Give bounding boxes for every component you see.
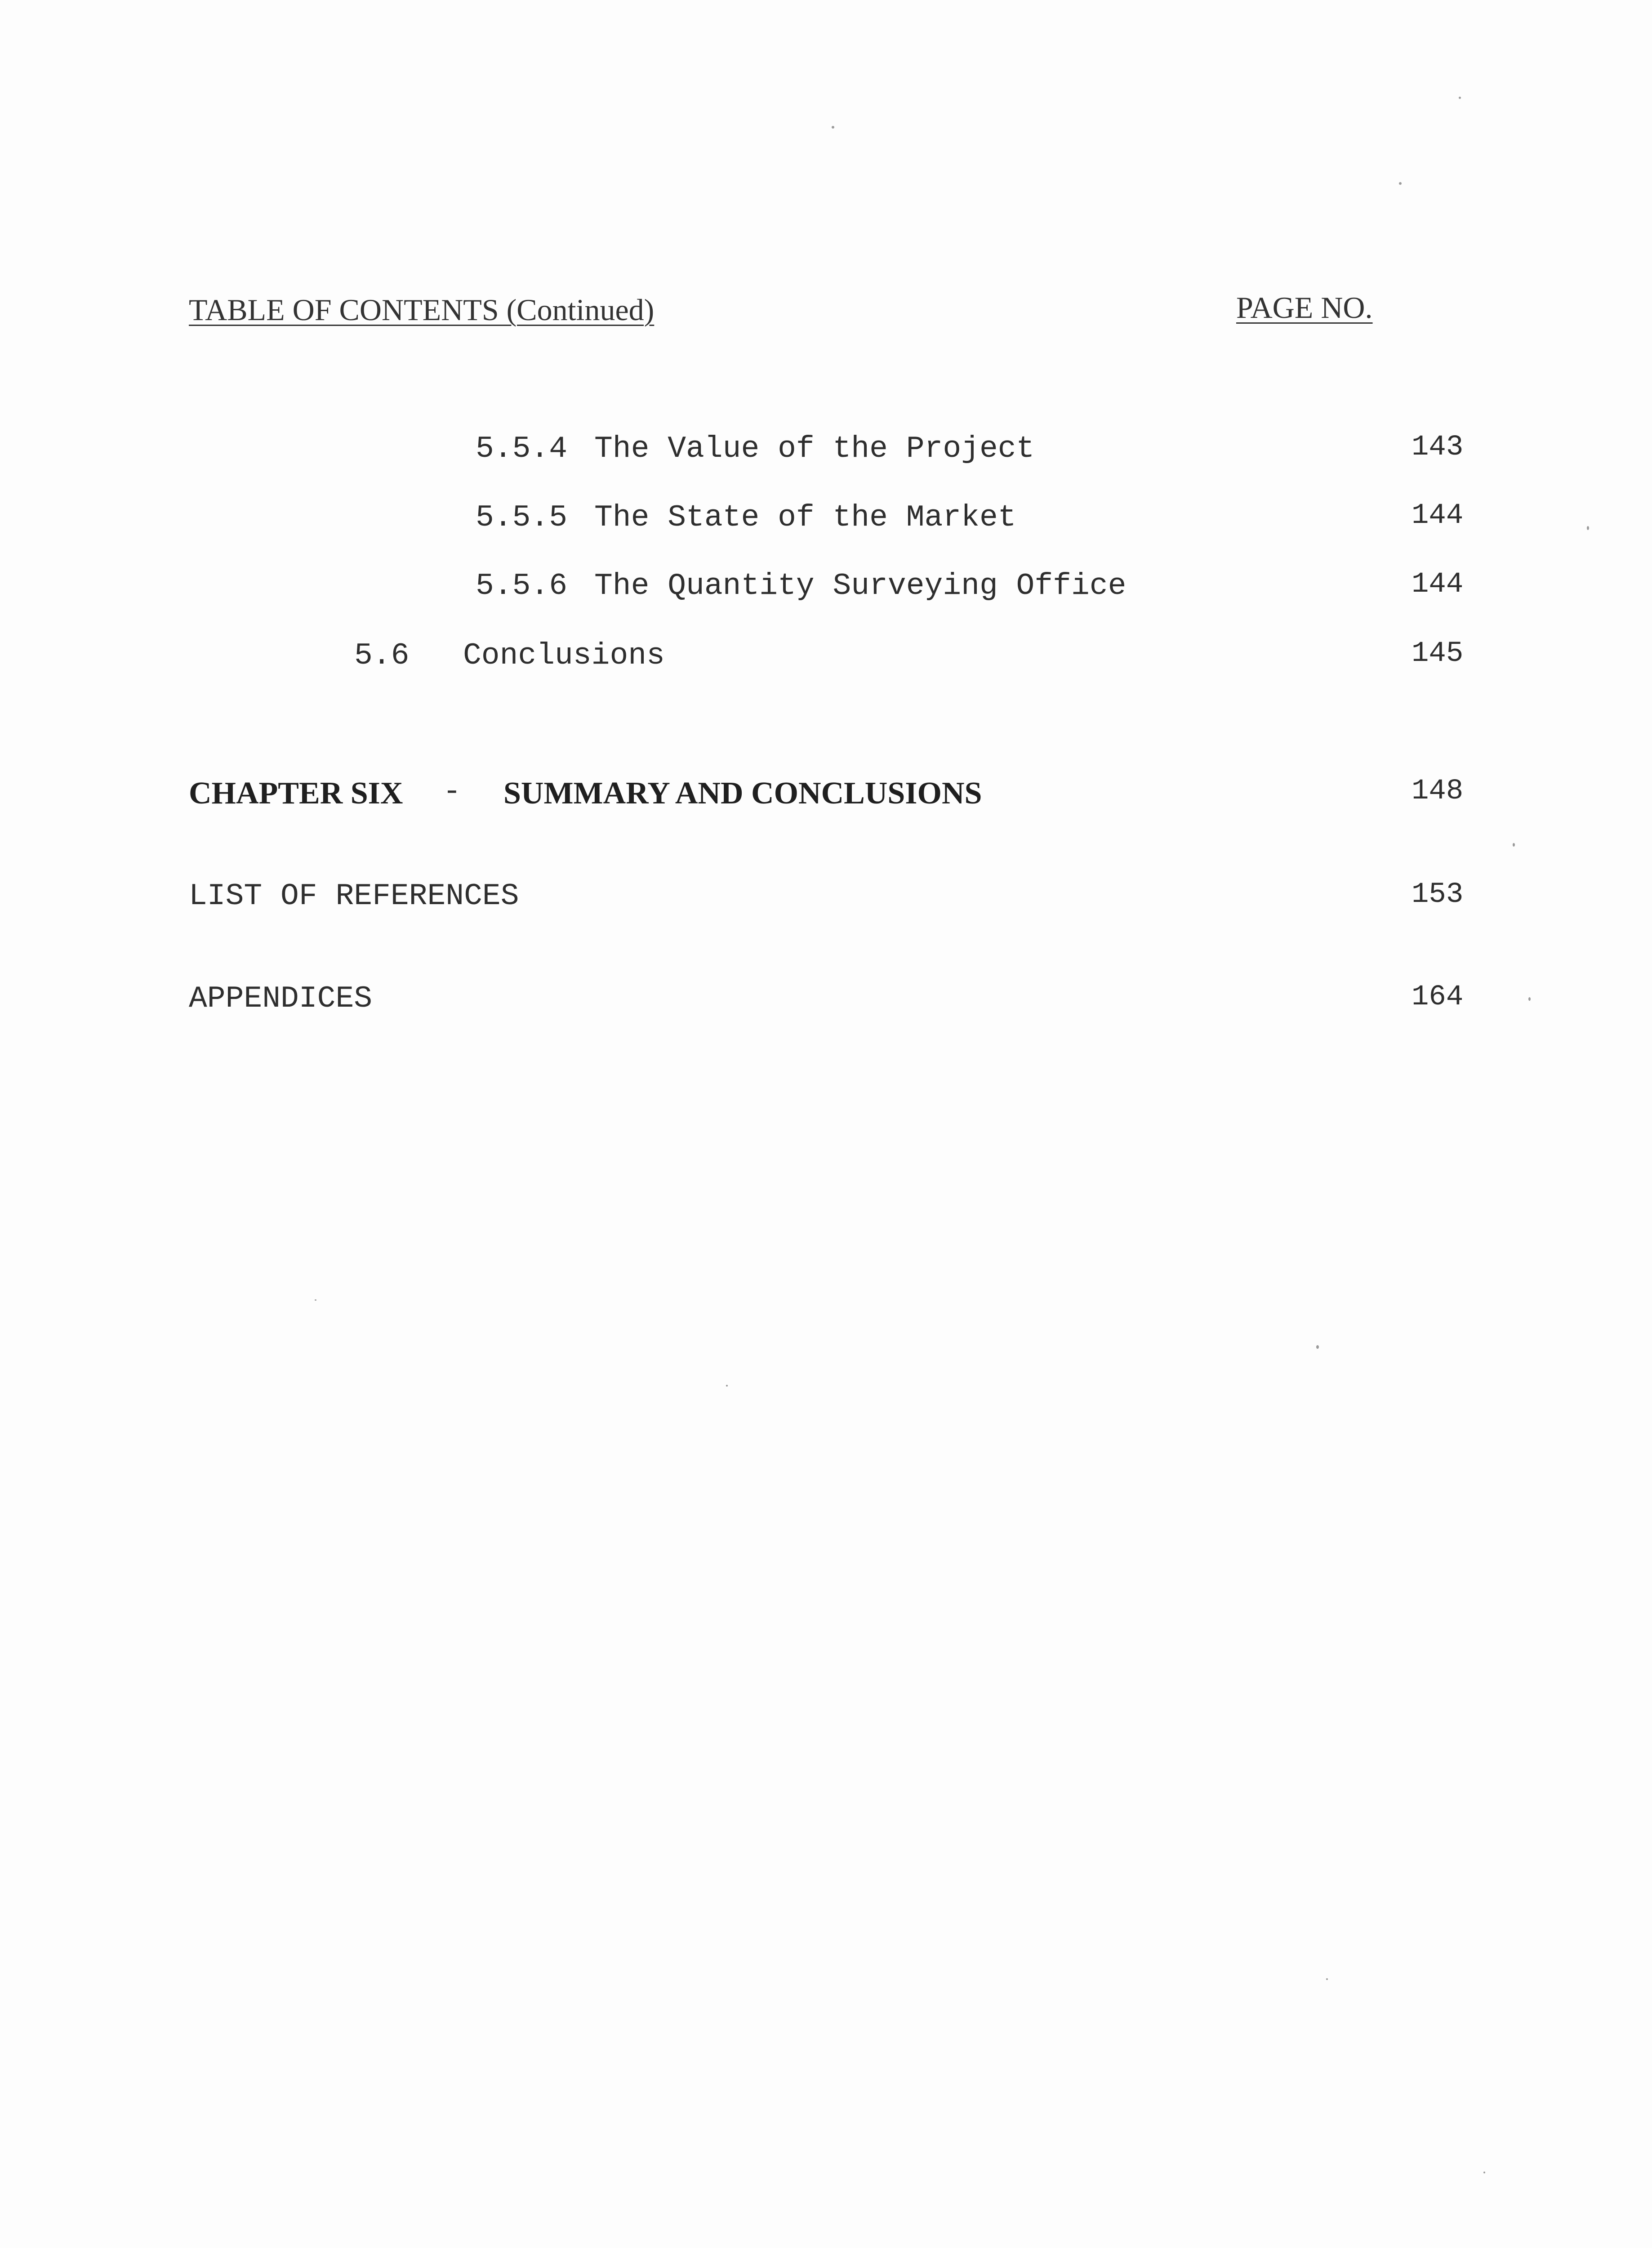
entry-title: Conclusions bbox=[463, 638, 665, 673]
scan-speck bbox=[1587, 526, 1589, 530]
scan-speck bbox=[1316, 1345, 1319, 1349]
entry-page: 153 bbox=[1412, 879, 1464, 911]
scan-speck bbox=[1399, 182, 1402, 185]
scan-speck bbox=[832, 126, 834, 129]
entry-page: 148 bbox=[1412, 775, 1464, 807]
references-entry: LIST OF REFERENCES bbox=[189, 879, 519, 914]
entry-number: 5.5.4 bbox=[476, 432, 568, 466]
entry-title: The Value of the Project bbox=[594, 432, 1035, 466]
chapter-dash: - bbox=[443, 775, 461, 809]
entry-page: 144 bbox=[1412, 568, 1464, 601]
entry-page: 164 bbox=[1412, 981, 1464, 1013]
page-number-heading: PAGE NO. bbox=[1236, 290, 1373, 325]
scan-speck bbox=[726, 1385, 728, 1387]
entry-number: 5.5.6 bbox=[476, 569, 568, 603]
entry-title: The State of the Market bbox=[594, 500, 1016, 535]
entry-number: 5.6 bbox=[354, 638, 410, 673]
scan-speck bbox=[1326, 1978, 1328, 1980]
appendices-entry: APPENDICES bbox=[189, 981, 373, 1016]
entry-page: 145 bbox=[1412, 638, 1464, 670]
chapter-label: CHAPTER SIX bbox=[189, 776, 403, 811]
scan-speck bbox=[315, 1299, 316, 1301]
scan-speck bbox=[1459, 97, 1461, 99]
toc-title: TABLE OF CONTENTS (Continued) bbox=[189, 293, 655, 327]
entry-number: 5.5.5 bbox=[476, 500, 568, 535]
scan-speck bbox=[1513, 843, 1515, 847]
entry-page: 143 bbox=[1412, 431, 1464, 464]
entry-page: 144 bbox=[1412, 500, 1464, 532]
scan-speck bbox=[1528, 997, 1531, 1001]
entry-title: The Quantity Surveying Office bbox=[594, 569, 1127, 603]
chapter-title: SUMMARY AND CONCLUSIONS bbox=[503, 776, 982, 811]
scan-speck bbox=[1483, 2172, 1485, 2173]
